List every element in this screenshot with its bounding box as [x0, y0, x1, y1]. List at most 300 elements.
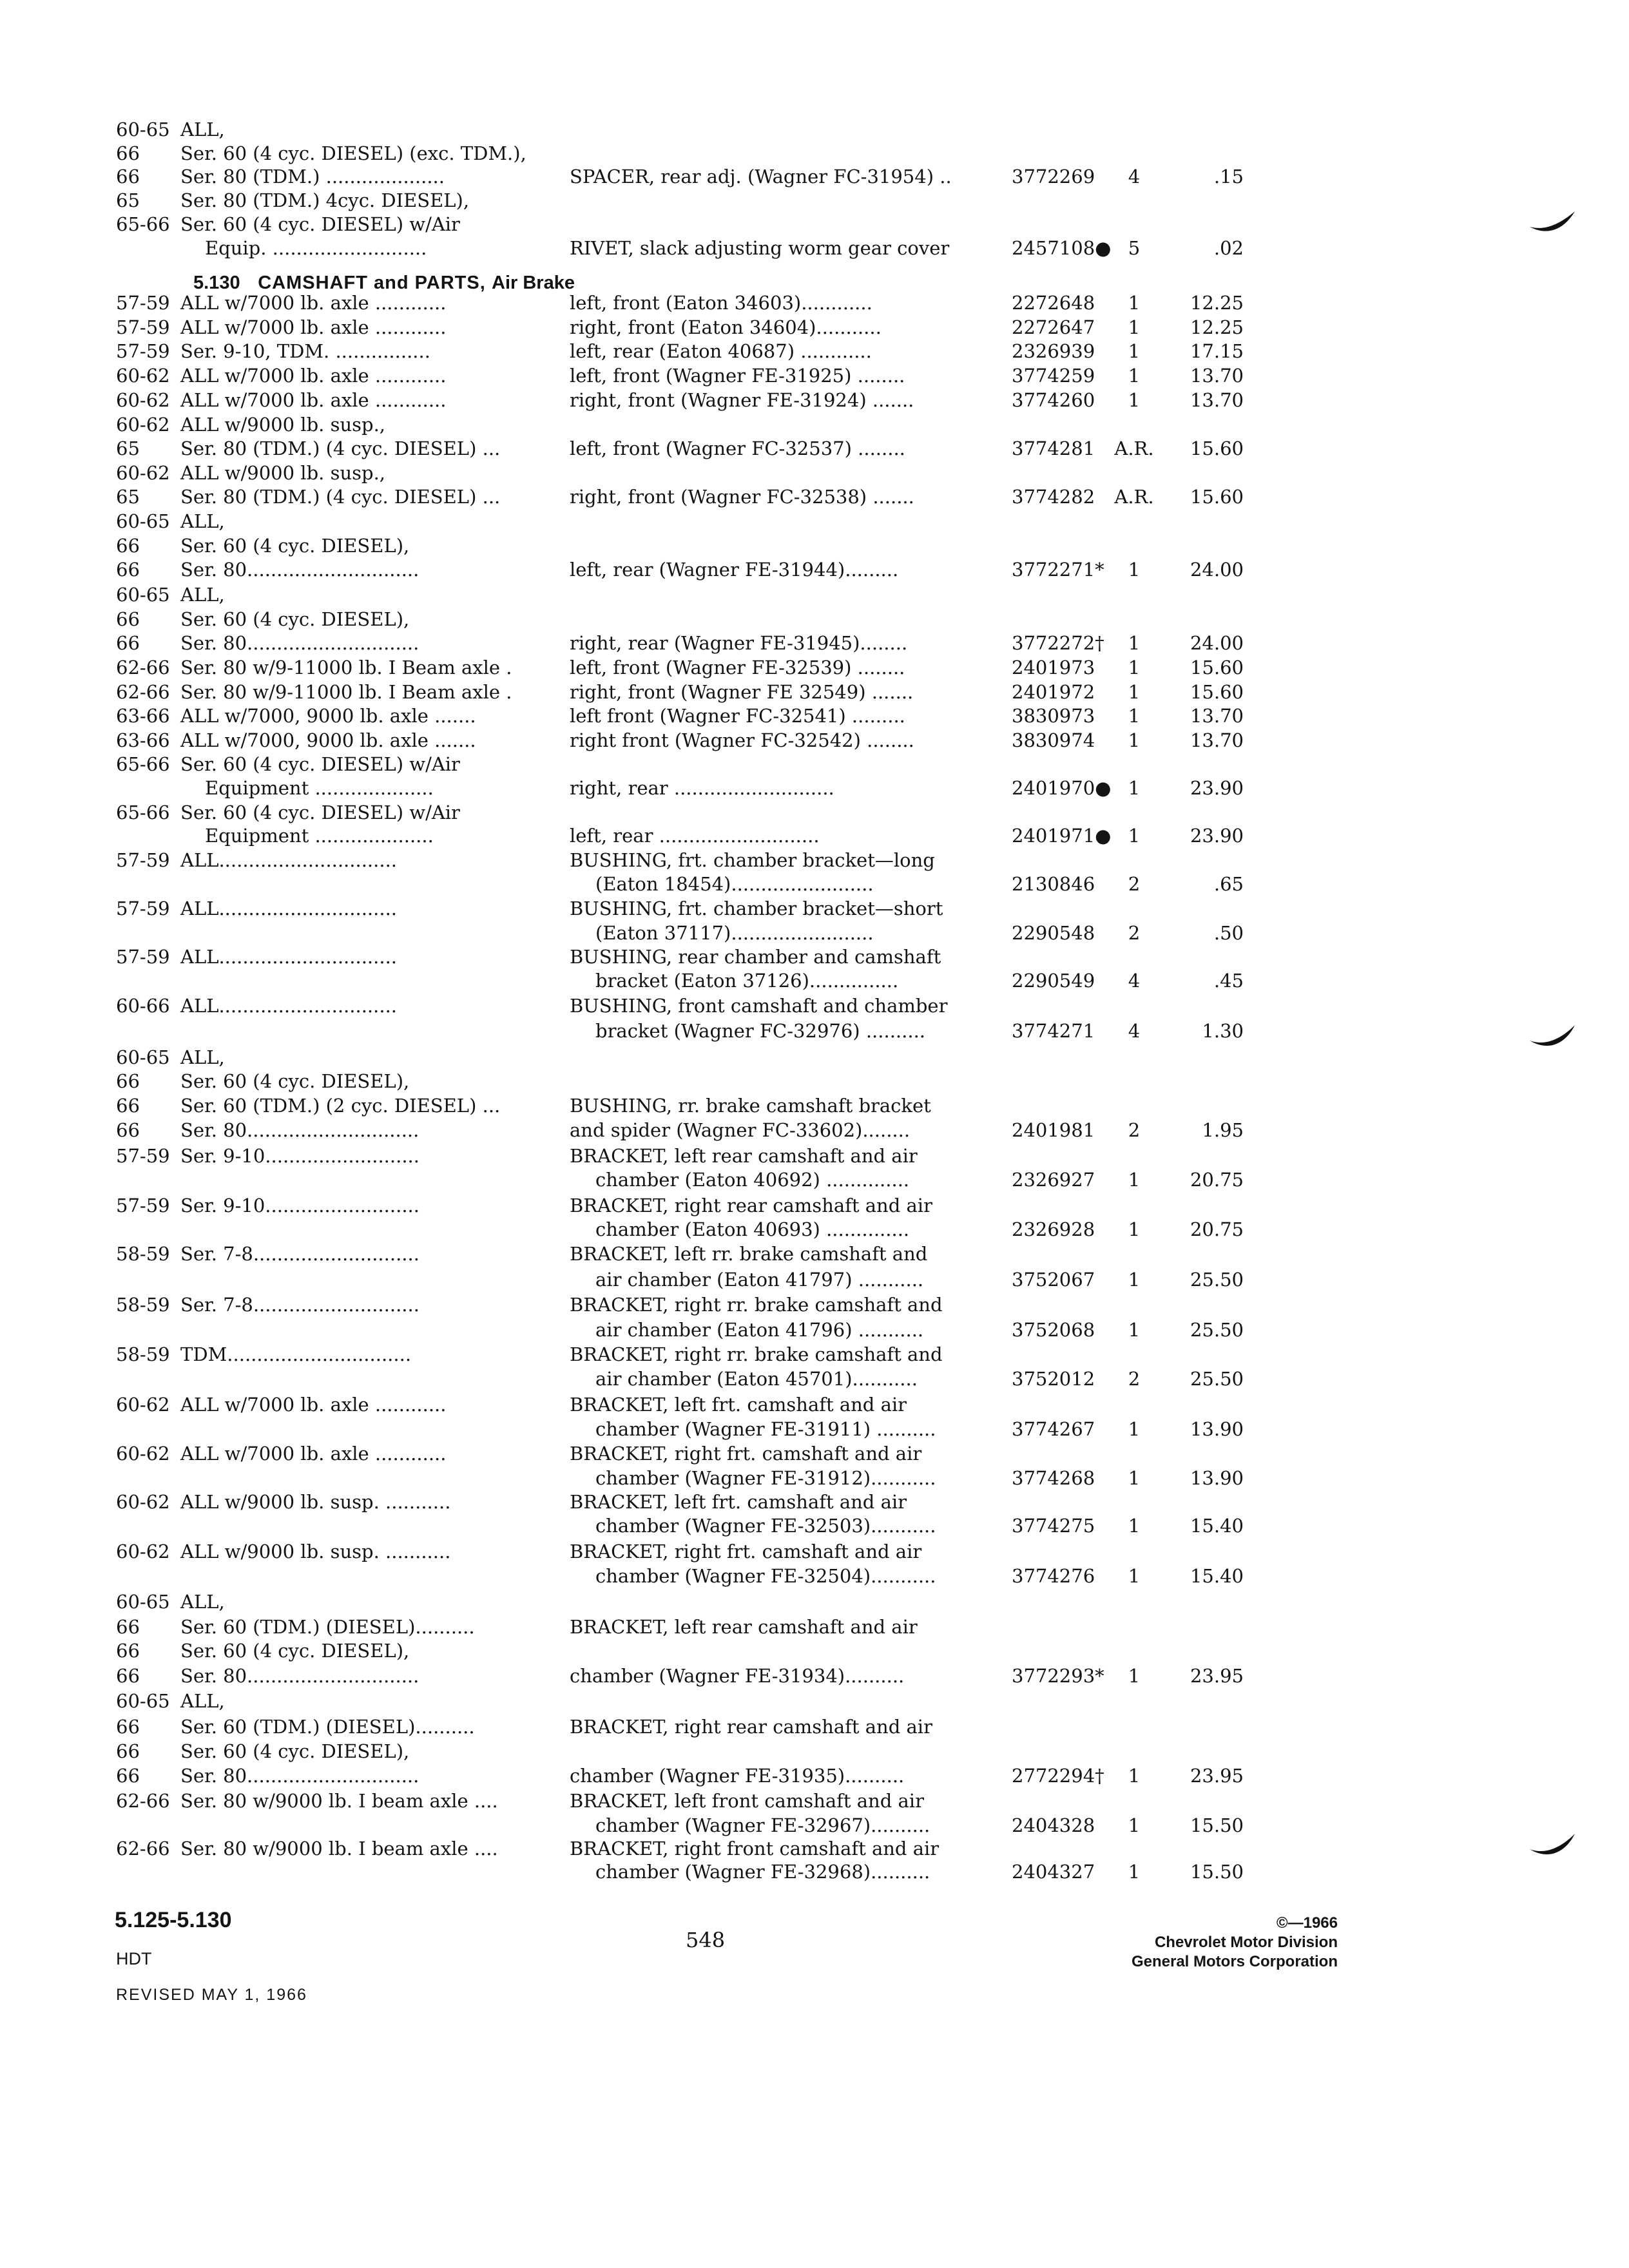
part-number: 3752068	[1012, 1319, 1095, 1341]
table-row	[0, 165, 1353, 188]
table-row	[0, 1293, 1353, 1316]
list-price: 1.95	[1202, 1119, 1244, 1141]
model-years: 65-66	[116, 213, 170, 235]
part-number: 3774267	[1012, 1418, 1095, 1440]
part-number: 2401973	[1012, 657, 1095, 678]
application: ALL..............................	[180, 849, 398, 871]
page-number: 548	[686, 1928, 726, 1952]
table-row	[0, 1194, 1353, 1217]
model-years: 57-59	[116, 849, 170, 871]
footer-model: HDT	[116, 1949, 152, 1968]
table-row	[0, 1514, 1353, 1537]
table-row	[0, 1168, 1353, 1191]
part-number: 2404327	[1012, 1861, 1095, 1883]
part-description: chamber (Wagner FE-32968)..........	[595, 1861, 930, 1883]
table-row	[0, 1268, 1353, 1291]
part-description: chamber (Eaton 40692) ..............	[595, 1169, 910, 1191]
table-row	[0, 1540, 1353, 1563]
table-row	[0, 291, 1353, 314]
application: ALL,	[180, 1591, 225, 1613]
quantity: 1	[1128, 292, 1141, 314]
list-price: 15.60	[1190, 437, 1244, 459]
part-number: 3774268	[1012, 1467, 1095, 1489]
part-number: 3772293*	[1012, 1665, 1104, 1687]
part-description: chamber (Wagner FE-32503)...........	[595, 1515, 936, 1537]
list-price: 12.25	[1190, 292, 1244, 314]
application: Ser. 60 (TDM.) (2 cyc. DIESEL) ...	[180, 1095, 501, 1117]
table-row	[0, 1119, 1353, 1142]
quantity: A.R.	[1114, 437, 1154, 459]
table-row	[0, 921, 1353, 945]
model-years: 62-66	[116, 657, 170, 678]
corporation-name: General Motors Corporation	[1131, 1953, 1338, 1970]
table-row	[0, 1490, 1353, 1514]
application: Ser. 80.............................	[180, 632, 419, 654]
table-row	[0, 1664, 1353, 1687]
model-years: 57-59	[116, 340, 170, 362]
application: ALL w/7000 lb. axle ............	[180, 1394, 447, 1416]
part-description: left, front (Wagner FC-32537) ........	[570, 437, 905, 459]
list-price: 1.30	[1202, 1020, 1244, 1042]
table-row	[0, 1094, 1353, 1117]
model-years: 60-65	[116, 510, 170, 532]
copyright-notice: ©—1966	[1276, 1914, 1338, 1932]
section-subtitle: Air Brake	[492, 273, 575, 293]
application: ALL..............................	[180, 995, 398, 1017]
application: Ser. 60 (TDM.) (DIESEL)..........	[180, 1616, 475, 1638]
application: Ser. 60 (4 cyc. DIESEL) w/Air	[180, 802, 460, 823]
table-row	[0, 1466, 1353, 1490]
part-description: chamber (Wagner FE-31912)...........	[595, 1467, 936, 1489]
application: Ser. 60 (TDM.) (DIESEL)..........	[180, 1716, 475, 1738]
table-row	[0, 680, 1353, 704]
application: ALL..............................	[180, 898, 398, 919]
table-row	[0, 1615, 1353, 1639]
model-years: 66	[116, 1740, 140, 1762]
part-description: left, front (Wagner FE-31925) ........	[570, 365, 905, 387]
model-years: 57-59	[116, 1145, 170, 1167]
table-row	[0, 364, 1353, 387]
application: ALL,	[180, 1690, 225, 1712]
table-row	[0, 656, 1353, 679]
quantity: 1	[1128, 559, 1141, 581]
application: Ser. 80 w/9000 lb. I beam axle ....	[180, 1790, 498, 1812]
table-row	[0, 824, 1353, 847]
part-description: BRACKET, right rr. brake camshaft and	[570, 1343, 943, 1365]
list-price: 25.50	[1190, 1319, 1244, 1341]
part-description: BRACKET, right rear camshaft and air	[570, 1716, 932, 1738]
model-years: 58-59	[116, 1243, 170, 1265]
model-years: 66	[116, 1095, 140, 1117]
application: ALL w/9000 lb. susp.,	[180, 414, 386, 436]
quantity: 4	[1128, 970, 1141, 992]
part-number: 2404328	[1012, 1814, 1095, 1836]
part-description: and spider (Wagner FC-33602)........	[570, 1119, 911, 1141]
list-price: .15	[1213, 166, 1244, 187]
application: Ser. 7-8............................	[180, 1294, 419, 1316]
quantity: 1	[1128, 316, 1141, 338]
model-years: 60-62	[116, 365, 170, 387]
part-description: chamber (Wagner FE-31935)..........	[570, 1765, 905, 1787]
model-years: 62-66	[116, 681, 170, 703]
table-row	[0, 534, 1353, 557]
model-years: 65	[116, 486, 140, 508]
quantity: 1	[1128, 777, 1141, 799]
quantity: 2	[1128, 922, 1141, 944]
footer-revised-date: REVISED MAY 1, 1966	[116, 1986, 307, 2004]
application: ALL,	[180, 119, 225, 140]
list-price: 15.60	[1190, 657, 1244, 678]
application: Ser. 7-8............................	[180, 1243, 419, 1265]
part-description: right, front (Wagner FE-31924) .......	[570, 389, 914, 411]
table-row	[0, 801, 1353, 824]
quantity: 1	[1128, 1319, 1141, 1341]
quantity: 1	[1128, 340, 1141, 362]
quantity: 1	[1128, 729, 1141, 751]
list-price: 15.60	[1190, 681, 1244, 703]
list-price: 24.00	[1190, 559, 1244, 581]
model-years: 58-59	[116, 1294, 170, 1316]
model-years: 66	[116, 1716, 140, 1738]
part-description: chamber (Wagner FE-32967)..........	[595, 1814, 930, 1836]
list-price: 13.70	[1190, 389, 1244, 411]
model-years: 66	[116, 142, 140, 164]
model-years: 66	[116, 166, 140, 187]
application: Ser. 60 (4 cyc. DIESEL),	[180, 1070, 410, 1092]
part-description: right, rear ...........................	[570, 777, 834, 799]
application: Ser. 80 (TDM.) (4 cyc. DIESEL) ...	[180, 437, 501, 459]
application: Ser. 80 w/9000 lb. I beam axle ....	[180, 1838, 498, 1860]
part-number: 3772271*	[1012, 559, 1104, 581]
model-years: 57-59	[116, 292, 170, 314]
table-row	[0, 389, 1353, 412]
list-price: 12.25	[1190, 316, 1244, 338]
table-row	[0, 1590, 1353, 1613]
part-description: right, rear (Wagner FE-31945)........	[570, 632, 908, 654]
table-row	[0, 1418, 1353, 1441]
list-price: .02	[1213, 237, 1244, 259]
part-description: air chamber (Eaton 41796) ...........	[595, 1319, 924, 1341]
section-number: 5.130	[193, 273, 240, 293]
table-row	[0, 1715, 1353, 1738]
quantity: 2	[1128, 1119, 1141, 1141]
model-years: 60-62	[116, 1443, 170, 1465]
model-years: 66	[116, 1765, 140, 1787]
quantity: 1	[1128, 681, 1141, 703]
list-price: 23.95	[1190, 1665, 1244, 1687]
quantity: 2	[1128, 873, 1141, 895]
application: Ser. 9-10, TDM. ................	[180, 340, 430, 362]
application: Ser. 60 (4 cyc. DIESEL),	[180, 1640, 410, 1662]
application: Ser. 60 (4 cyc. DIESEL),	[180, 1740, 410, 1762]
application: Ser. 80 (TDM.) 4cyc. DIESEL),	[180, 189, 470, 211]
part-description: BRACKET, left frt. camshaft and air	[570, 1491, 907, 1513]
table-row	[0, 1814, 1353, 1837]
application: Ser. 9-10..........................	[180, 1145, 419, 1167]
division-name: Chevrolet Motor Division	[1154, 1934, 1338, 1951]
application: Ser. 80.............................	[180, 559, 419, 581]
part-description: right, front (Eaton 34604)...........	[570, 316, 882, 338]
quantity: 1	[1128, 1169, 1141, 1191]
part-description: BRACKET, right front camshaft and air	[570, 1838, 940, 1860]
part-description: chamber (Wagner FE-31934)..........	[570, 1665, 905, 1687]
table-row	[0, 608, 1353, 631]
quantity: A.R.	[1114, 486, 1154, 508]
table-row	[0, 558, 1353, 581]
table-row	[0, 437, 1353, 460]
part-number: 2290548	[1012, 922, 1095, 944]
table-row	[0, 1564, 1353, 1588]
application: ALL w/7000 lb. axle ............	[180, 316, 447, 338]
model-years: 65-66	[116, 753, 170, 775]
part-description: BRACKET, left front camshaft and air	[570, 1790, 924, 1812]
quantity: 1	[1128, 1665, 1141, 1687]
binding-mark-icon	[1527, 205, 1579, 237]
part-description: left, front (Eaton 34603)............	[570, 292, 872, 314]
part-description: left, front (Wagner FE-32539) ........	[570, 657, 905, 678]
application: ALL w/9000 lb. susp. ...........	[180, 1491, 451, 1513]
model-years: 57-59	[116, 1195, 170, 1216]
table-row	[0, 897, 1353, 920]
part-description: BRACKET, right rr. brake camshaft and	[570, 1294, 943, 1316]
table-row	[0, 1639, 1353, 1662]
model-years: 60-62	[116, 462, 170, 484]
table-row	[0, 945, 1353, 968]
part-number: 2401981	[1012, 1119, 1095, 1141]
part-description: (Eaton 18454)........................	[595, 873, 874, 895]
part-number: 3774275	[1012, 1515, 1095, 1537]
part-description: BUSHING, frt. chamber bracket—short	[570, 898, 943, 919]
part-number: 3752012	[1012, 1368, 1095, 1390]
footer-publisher	[1132, 1914, 1338, 1972]
part-description: BUSHING, frt. chamber bracket—long	[570, 849, 935, 871]
model-years: 60-65	[116, 119, 170, 140]
list-price: 20.75	[1190, 1218, 1244, 1240]
table-row	[0, 583, 1353, 606]
part-description: air chamber (Eaton 45701)...........	[595, 1368, 918, 1390]
table-row	[0, 510, 1353, 533]
application: Equipment ....................	[205, 825, 434, 847]
model-years: 58-59	[116, 1343, 170, 1365]
list-price: .50	[1213, 922, 1244, 944]
model-years: 66	[116, 1616, 140, 1638]
list-price: 13.90	[1190, 1418, 1244, 1440]
part-description: BRACKET, right frt. camshaft and air	[570, 1443, 922, 1465]
part-description: chamber (Eaton 40693) ..............	[595, 1218, 910, 1240]
part-number: 3774271	[1012, 1020, 1095, 1042]
table-row	[0, 1019, 1353, 1043]
model-years: 66	[116, 1640, 140, 1662]
table-row	[0, 729, 1353, 752]
table-row	[0, 704, 1353, 727]
footer-section-code: 5.125-5.130	[115, 1908, 232, 1932]
model-years: 60-65	[116, 1046, 170, 1068]
list-price: 13.90	[1190, 1467, 1244, 1489]
application: Ser. 60 (4 cyc. DIESEL),	[180, 535, 410, 557]
quantity: 1	[1128, 657, 1141, 678]
quantity: 2	[1128, 1368, 1141, 1390]
list-price: .65	[1213, 873, 1244, 895]
part-number: 3772272†	[1012, 632, 1104, 654]
list-price: 15.50	[1190, 1814, 1244, 1836]
application: Ser. 9-10..........................	[180, 1195, 419, 1216]
application: Ser. 60 (4 cyc. DIESEL) (exc. TDM.),	[180, 142, 526, 164]
part-description: RIVET, slack adjusting worm gear cover	[570, 237, 950, 259]
part-number: 3774282	[1012, 486, 1095, 508]
part-number: 3830973	[1012, 705, 1095, 727]
section-heading	[193, 271, 575, 294]
part-number: 2290549	[1012, 970, 1095, 992]
application: ALL,	[180, 584, 225, 606]
part-description: (Eaton 37117)........................	[595, 922, 874, 944]
part-number: 2401970●	[1012, 777, 1112, 799]
table-row	[0, 1144, 1353, 1168]
quantity: 4	[1128, 166, 1141, 187]
model-years: 62-66	[116, 1838, 170, 1860]
part-description: BUSHING, rear chamber and camshaft	[570, 946, 941, 968]
application: Ser. 80 (TDM.) (4 cyc. DIESEL) ...	[180, 486, 501, 508]
part-number: 3774281	[1012, 437, 1095, 459]
quantity: 1	[1128, 1467, 1141, 1489]
application: Ser. 80.............................	[180, 1119, 419, 1141]
section-title: CAMSHAFT and PARTS,	[258, 273, 486, 293]
part-description: right front (Wagner FC-32542) ........	[570, 729, 914, 751]
model-years: 57-59	[116, 316, 170, 338]
table-row	[0, 1318, 1353, 1341]
list-price: 23.95	[1190, 1765, 1244, 1787]
binding-mark-icon	[1527, 1021, 1579, 1053]
application: Ser. 80.............................	[180, 1765, 419, 1787]
table-row	[0, 1046, 1353, 1069]
model-years: 63-66	[116, 705, 170, 727]
model-years: 66	[116, 1119, 140, 1141]
list-price: 24.00	[1190, 632, 1244, 654]
model-years: 66	[116, 559, 140, 581]
quantity: 1	[1128, 825, 1141, 847]
model-years: 60-65	[116, 584, 170, 606]
table-row	[0, 1789, 1353, 1812]
list-price: 20.75	[1190, 1169, 1244, 1191]
list-price: .45	[1213, 970, 1244, 992]
part-description: BRACKET, left rear camshaft and air	[570, 1616, 918, 1638]
model-years: 60-62	[116, 1541, 170, 1562]
part-description: right, front (Wagner FE 32549) .......	[570, 681, 914, 703]
model-years: 65	[116, 437, 140, 459]
list-price: 17.15	[1190, 340, 1244, 362]
quantity: 1	[1128, 365, 1141, 387]
application: Equip. ..........................	[205, 237, 427, 259]
table-row	[0, 1442, 1353, 1465]
table-row	[0, 316, 1353, 339]
application: Ser. 80 (TDM.) ....................	[180, 166, 445, 187]
model-years: 66	[116, 535, 140, 557]
application: ALL w/9000 lb. susp. ...........	[180, 1541, 451, 1562]
part-description: left, rear (Eaton 40687) ............	[570, 340, 872, 362]
model-years: 60-62	[116, 414, 170, 436]
model-years: 60-62	[116, 1491, 170, 1513]
application: ALL w/7000 lb. axle ............	[180, 365, 447, 387]
part-number: 2401972	[1012, 681, 1095, 703]
table-row	[0, 1343, 1353, 1366]
part-description: SPACER, rear adj. (Wagner FC-31954) ..	[570, 166, 952, 187]
table-row	[0, 189, 1353, 212]
list-price: 15.50	[1190, 1861, 1244, 1883]
quantity: 1	[1128, 1269, 1141, 1291]
model-years: 65	[116, 189, 140, 211]
table-row	[0, 776, 1353, 800]
part-number: 3774276	[1012, 1565, 1095, 1587]
application: ALL w/7000 lb. axle ............	[180, 389, 447, 411]
model-years: 60-66	[116, 995, 170, 1017]
quantity: 4	[1128, 1020, 1141, 1042]
part-number: 3774259	[1012, 365, 1095, 387]
list-price: 15.40	[1190, 1515, 1244, 1537]
list-price: 25.50	[1190, 1368, 1244, 1390]
part-description: BRACKET, right rear camshaft and air	[570, 1195, 932, 1216]
table-row	[0, 1218, 1353, 1241]
part-description: left, rear (Wagner FE-31944).........	[570, 559, 899, 581]
part-description: bracket (Wagner FC-32976) ..........	[595, 1020, 926, 1042]
part-description: BRACKET, right frt. camshaft and air	[570, 1541, 922, 1562]
model-years: 60-62	[116, 389, 170, 411]
application: ALL w/7000, 9000 lb. axle .......	[180, 705, 476, 727]
part-description: chamber (Wagner FE-32504)...........	[595, 1565, 936, 1587]
table-row	[0, 413, 1353, 436]
quantity: 1	[1128, 1861, 1141, 1883]
part-number: 2326939	[1012, 340, 1095, 362]
table-row	[0, 1070, 1353, 1093]
quantity: 1	[1128, 705, 1141, 727]
model-years: 66	[116, 632, 140, 654]
table-row	[0, 1764, 1353, 1787]
quantity: 1	[1128, 1218, 1141, 1240]
part-description: BUSHING, front camshaft and chamber	[570, 995, 948, 1017]
part-description: BRACKET, left rr. brake camshaft and	[570, 1243, 928, 1265]
application: Ser. 80 w/9-11000 lb. I Beam axle .	[180, 681, 512, 703]
part-description: air chamber (Eaton 41797) ...........	[595, 1269, 924, 1291]
application: Ser. 60 (4 cyc. DIESEL),	[180, 608, 410, 630]
table-row	[0, 969, 1353, 992]
model-years: 62-66	[116, 1790, 170, 1812]
model-years: 57-59	[116, 946, 170, 968]
list-price: 13.70	[1190, 729, 1244, 751]
quantity: 1	[1128, 632, 1141, 654]
table-row	[0, 631, 1353, 655]
table-row	[0, 872, 1353, 896]
model-years: 60-62	[116, 1394, 170, 1416]
table-row	[0, 461, 1353, 485]
application: ALL w/9000 lb. susp.,	[180, 462, 386, 484]
part-number: 2326928	[1012, 1218, 1095, 1240]
part-number: 2401971●	[1012, 825, 1112, 847]
list-price: 15.40	[1190, 1565, 1244, 1587]
table-row	[0, 849, 1353, 872]
part-number: 3830974	[1012, 729, 1095, 751]
part-description: BRACKET, left frt. camshaft and air	[570, 1394, 907, 1416]
quantity: 5	[1128, 237, 1141, 259]
table-row	[0, 1860, 1353, 1883]
quantity: 1	[1128, 1814, 1141, 1836]
part-number: 3752067	[1012, 1269, 1095, 1291]
quantity: 1	[1128, 1565, 1141, 1587]
quantity: 1	[1128, 389, 1141, 411]
list-price: 15.60	[1190, 486, 1244, 508]
application: Equipment ....................	[205, 777, 434, 799]
part-description: left, rear ...........................	[570, 825, 820, 847]
application: ALL,	[180, 1046, 225, 1068]
list-price: 23.90	[1190, 777, 1244, 799]
list-price: 25.50	[1190, 1269, 1244, 1291]
